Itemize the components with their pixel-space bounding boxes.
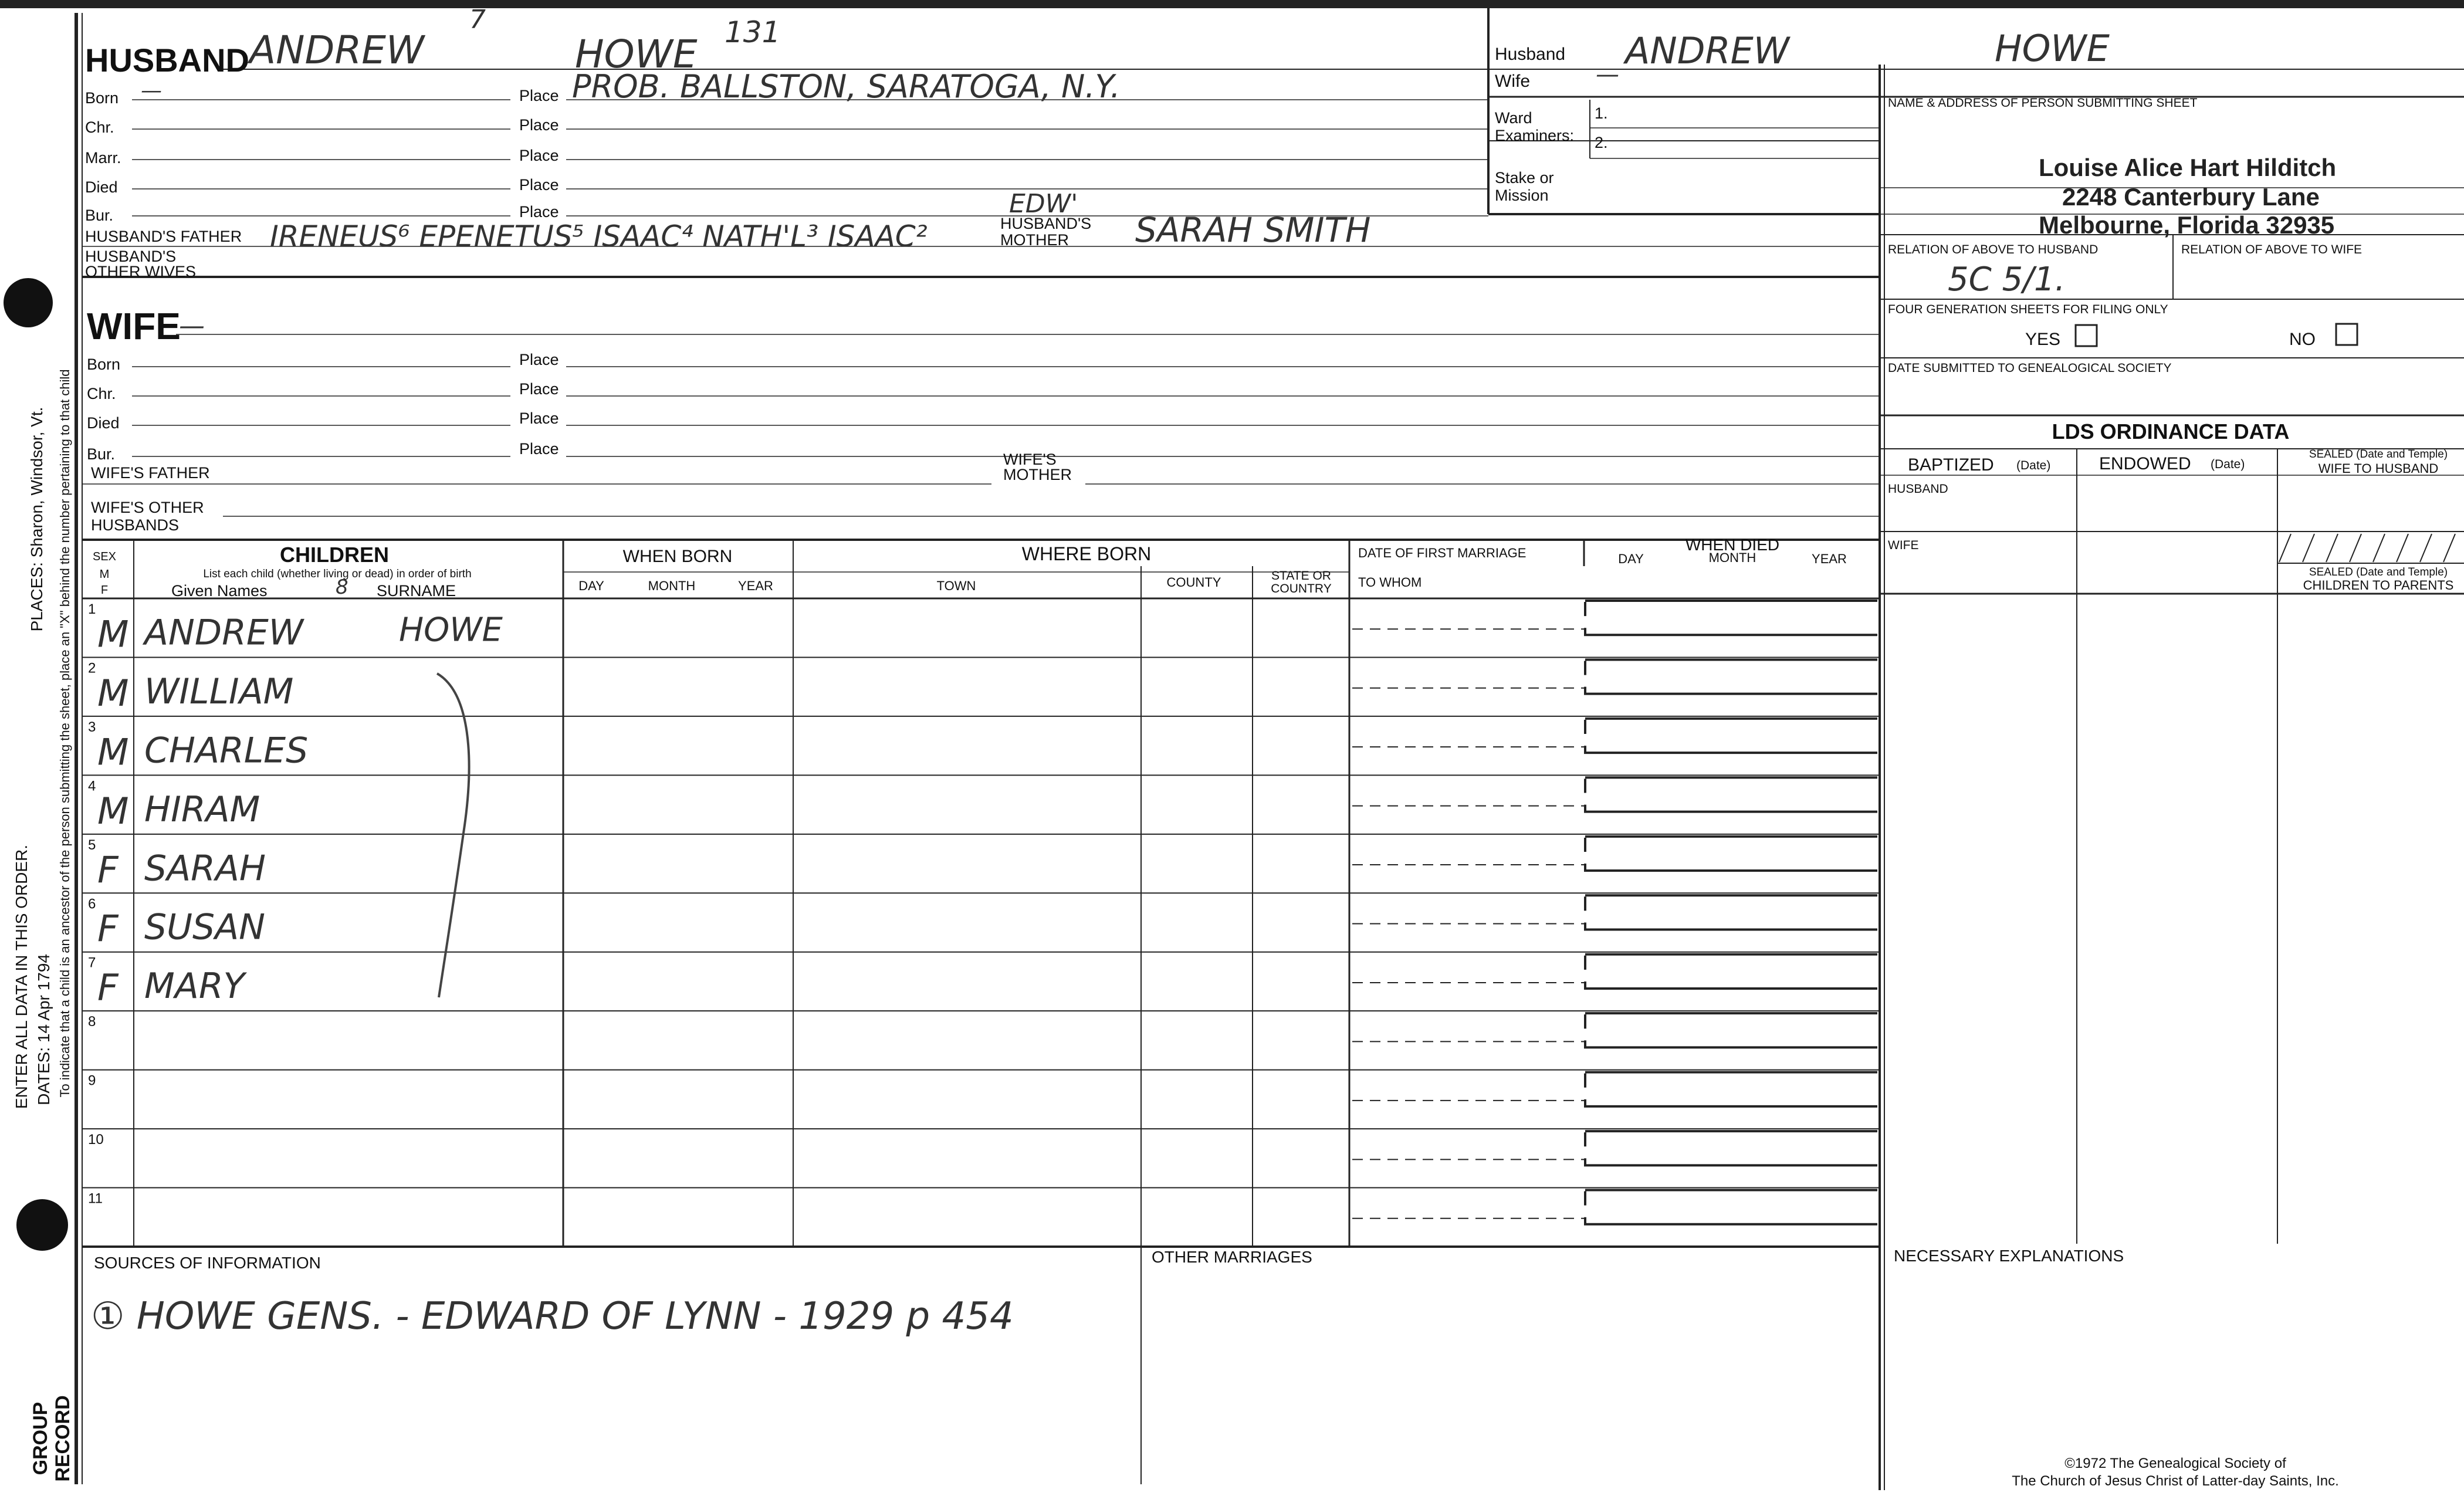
- stake-label-2: Mission: [1495, 187, 1549, 204]
- wife-name-value: —: [179, 311, 205, 341]
- relation-husband-value: 5C 5/1.: [1948, 260, 2066, 299]
- lds-wife-row: WIFE: [1888, 539, 1919, 552]
- to-whom-label: TO WHOM: [1358, 575, 1422, 590]
- child-number: 4: [88, 778, 96, 794]
- right-wife-label: Wife: [1495, 72, 1530, 91]
- no-checkbox[interactable]: [2336, 324, 2357, 345]
- child-given-name: CHARLES: [144, 730, 309, 771]
- died-month-label: MONTH: [1708, 550, 1756, 565]
- children-instructions: List each child (whether living or dead) in order of birth: [203, 568, 472, 580]
- state-label-1: STATE OR: [1271, 569, 1331, 583]
- husband-died-label: Died: [85, 178, 118, 196]
- table-row: [88, 837, 266, 891]
- stake-label-1: Stake or: [1495, 169, 1554, 187]
- given-names-label: Given Names: [171, 582, 268, 600]
- child-sex: F: [97, 848, 119, 892]
- no-label: NO: [2289, 330, 2316, 349]
- wife-mother-label-1: WIFE'S: [1003, 451, 1057, 468]
- husband-father-label: HUSBAND'S FATHER: [85, 228, 242, 245]
- wife-bur-place-label: Place: [519, 440, 559, 458]
- wife-chr-place-label: Place: [519, 380, 559, 398]
- husband-chr-place-label: Place: [519, 116, 559, 134]
- husband-born-value: —: [141, 79, 162, 103]
- husband-father-value: IRENEUS⁶ EPENETUS⁵ ISAAC⁴ NATH'L³ ISAAC²: [270, 219, 928, 253]
- child-given-name: SARAH: [144, 848, 266, 889]
- right-wife-value: —: [1596, 61, 1619, 88]
- endowed-label: ENDOWED: [2099, 454, 2191, 473]
- husband-mother-label-1: HUSBAND'S: [1000, 215, 1092, 232]
- death-date-bracket: [1585, 956, 1877, 989]
- death-date-bracket: [1585, 1074, 1877, 1106]
- child-number: 8: [88, 1014, 96, 1030]
- table-row: [88, 1191, 103, 1207]
- table-row: [88, 1132, 104, 1148]
- sources-label: SOURCES OF INFORMATION: [94, 1254, 321, 1272]
- yes-checkbox[interactable]: [2076, 325, 2097, 346]
- husband-given-name: ANDREW: [249, 28, 425, 73]
- born-year-label: YEAR: [738, 578, 773, 593]
- sealed-wife-label-1: SEALED (Date and Temple): [2309, 448, 2448, 461]
- death-date-bracket: [1585, 1014, 1877, 1047]
- sex-f-label: F: [100, 584, 109, 597]
- child-sex: F: [97, 966, 119, 1010]
- died-year-label: YEAR: [1812, 551, 1847, 566]
- enter-all-note: ENTER ALL DATA IN THIS ORDER.: [12, 844, 31, 1109]
- child-number: 10: [88, 1132, 104, 1148]
- death-date-bracket: [1585, 838, 1877, 871]
- right-husband-label: Husband: [1495, 45, 1566, 64]
- born-month-label: MONTH: [648, 578, 696, 593]
- child-given-name: WILLIAM: [144, 671, 294, 712]
- submitter-street: 2248 Canterbury Lane: [2062, 183, 2320, 211]
- submitter-city: Melbourne, Florida 32935: [2039, 211, 2335, 239]
- lds-title: LDS ORDINANCE DATA: [2052, 419, 2290, 444]
- wife-died-place-label: Place: [519, 409, 559, 427]
- when-born-label: WHEN BORN: [622, 547, 733, 566]
- sealed-hatch: [2277, 534, 2464, 563]
- wife-other-husbands-label-2: HUSBANDS: [91, 516, 180, 534]
- husband-born-place-label: Place: [519, 87, 559, 104]
- husband-mother-value: SARAH SMITH: [1135, 210, 1371, 250]
- places-note: PLACES: Sharon, Windsor, Vt.: [28, 407, 46, 632]
- husband-surname-note: 131: [725, 15, 781, 49]
- sealed-wife-label-2: WIFE TO HUSBAND: [2318, 461, 2439, 476]
- surname-label: SURNAME: [377, 582, 456, 600]
- sealed-children-label-1: SEALED (Date and Temple): [2309, 566, 2448, 578]
- yes-label: YES: [2025, 330, 2061, 349]
- child-given-name: MARY: [144, 966, 245, 1007]
- husband-marr-place-label: Place: [519, 147, 559, 164]
- child-sex: M: [97, 730, 129, 774]
- right-husband-surname: HOWE: [1995, 27, 2110, 70]
- four-generation-label: FOUR GENERATION SHEETS FOR FILING ONLY: [1888, 303, 2168, 316]
- husband-born-place: PROB. BALLSTON, SARATOGA, N.Y.: [572, 68, 1121, 105]
- relation-husband-label: RELATION OF ABOVE TO HUSBAND: [1888, 243, 2099, 256]
- group-record-2: RECORD: [52, 1395, 74, 1482]
- endowed-date-label: (Date): [2211, 458, 2245, 471]
- other-marriages-label: OTHER MARRIAGES: [1152, 1248, 1312, 1266]
- ward-label-2: Examiners:: [1495, 127, 1575, 144]
- child-sex: M: [97, 612, 129, 656]
- wife-other-husbands-label-1: WIFE'S OTHER: [91, 499, 204, 516]
- ward-examiner-2: 2.: [1595, 134, 1608, 151]
- death-date-bracket: [1585, 1192, 1877, 1224]
- child-sex: F: [97, 907, 119, 950]
- wife-born-label: Born: [87, 356, 121, 373]
- table-row: [88, 778, 260, 832]
- child-number: 1: [88, 601, 96, 617]
- state-label-2: COUNTRY: [1271, 582, 1332, 595]
- child-number: 6: [88, 896, 96, 912]
- child-given-name: SUSAN: [144, 906, 266, 948]
- punch-hole-bottom: [16, 1199, 68, 1251]
- table-row: [88, 1014, 96, 1030]
- ward-examiner-1: 1.: [1595, 104, 1608, 122]
- death-date-bracket: [1585, 720, 1877, 753]
- wife-born-place-label: Place: [519, 351, 559, 368]
- child-given-name: ANDREW: [144, 612, 304, 654]
- child-sex: M: [97, 789, 129, 832]
- when-died-label: WHEN DIED: [1685, 536, 1780, 554]
- sources-value: ① HOWE GENS. - EDWARD OF LYNN - 1929 p 454: [91, 1295, 1014, 1338]
- husband-born-label: Born: [85, 89, 119, 107]
- husband-bur-place-label: Place: [519, 203, 559, 221]
- children-title: CHILDREN: [280, 543, 389, 567]
- baptized-date-label: (Date): [2016, 459, 2051, 472]
- death-date-bracket: [1585, 779, 1877, 811]
- child-number: 5: [88, 837, 96, 853]
- indicate-note: To indicate that a child is an ancestor of the person submitting the sheet, place an "X" behind the number pertaining to that child: [57, 369, 72, 1098]
- husband-marr-label: Marr.: [85, 149, 121, 167]
- husband-mother-label-2: MOTHER: [1000, 231, 1069, 249]
- necessary-explanations-label: NECESSARY EXPLANATIONS: [1894, 1247, 2124, 1265]
- child-given-name: HIRAM: [144, 788, 260, 830]
- date-submitted-label: DATE SUBMITTED TO GENEALOGICAL SOCIETY: [1888, 361, 2172, 375]
- submitter-label: NAME & ADDRESS OF PERSON SUBMITTING SHEET: [1888, 96, 2198, 110]
- sex-m-label: M: [99, 568, 110, 581]
- death-date-bracket: [1585, 602, 1877, 635]
- children-rows: [88, 601, 503, 1207]
- where-born-label: WHERE BORN: [1021, 543, 1152, 564]
- death-date-bracket: [1585, 896, 1877, 929]
- child-row-lines: [82, 601, 1880, 1224]
- baptized-label: BAPTIZED: [1908, 455, 1994, 475]
- table-row: [88, 896, 265, 950]
- table-row: [88, 719, 308, 773]
- sex-label: SEX: [92, 550, 117, 563]
- first-marriage-label: DATE OF FIRST MARRIAGE: [1358, 546, 1527, 560]
- husband-name-note: 7: [469, 5, 486, 35]
- child-number: 9: [88, 1072, 96, 1089]
- husband-died-place-label: Place: [519, 176, 559, 194]
- ward-label-1: Ward: [1495, 109, 1532, 127]
- town-label: TOWN: [936, 578, 976, 593]
- died-day-label: DAY: [1618, 551, 1644, 566]
- child-sex: M: [97, 671, 129, 715]
- husband-other-wives-label-1: HUSBAND'S: [85, 248, 177, 265]
- table-row: [88, 660, 293, 714]
- husband-other-wives-label-2: OTHER WIVES: [85, 263, 197, 280]
- wife-died-label: Died: [87, 414, 120, 432]
- death-date-bracket: [1585, 1132, 1877, 1165]
- husband-title: HUSBAND: [85, 42, 249, 79]
- right-husband-given: ANDREW: [1625, 29, 1790, 72]
- husband-bur-label: Bur.: [85, 207, 114, 224]
- top-scan-edge: [0, 0, 2464, 8]
- dates-note: DATES: 14 Apr 1794: [35, 954, 53, 1105]
- county-label: COUNTY: [1166, 575, 1221, 590]
- husband-chr-label: Chr.: [85, 119, 114, 136]
- group-record-1: GROUP: [29, 1402, 52, 1475]
- wife-chr-label: Chr.: [87, 385, 116, 402]
- children-bracket-mark: [437, 673, 469, 997]
- table-row: [88, 601, 503, 655]
- table-row: [88, 955, 248, 1009]
- husband-mother-note: EDW': [1009, 189, 1078, 219]
- wife-father-label: WIFE'S FATHER: [91, 464, 210, 482]
- child-surname: HOWE: [399, 611, 503, 649]
- children-count-note: 8: [336, 576, 348, 599]
- submitter-name: Louise Alice Hart Hilditch: [2039, 154, 2337, 181]
- wife-bur-label: Bur.: [87, 445, 116, 463]
- child-number: 7: [88, 955, 96, 971]
- copyright-line-2: The Church of Jesus Christ of Latter-day Saints, Inc.: [2012, 1473, 2339, 1489]
- lds-husband-row: HUSBAND: [1888, 482, 1948, 496]
- relation-wife-label: RELATION OF ABOVE TO WIFE: [2181, 243, 2363, 256]
- wife-title: WIFE: [87, 305, 181, 347]
- punch-hole-top: [4, 278, 53, 327]
- death-date-bracket: [1585, 661, 1877, 693]
- table-row: [88, 1073, 96, 1089]
- child-number: 11: [88, 1190, 103, 1207]
- born-day-label: DAY: [578, 578, 604, 593]
- wife-mother-label-2: MOTHER: [1003, 466, 1072, 483]
- child-number: 3: [88, 719, 96, 735]
- husband-surname: HOWE: [575, 32, 698, 77]
- sealed-children-label-2: CHILDREN TO PARENTS: [2303, 578, 2454, 593]
- child-number: 2: [88, 660, 96, 676]
- copyright-line-1: ©1972 The Genealogical Society of: [2064, 1456, 2286, 1471]
